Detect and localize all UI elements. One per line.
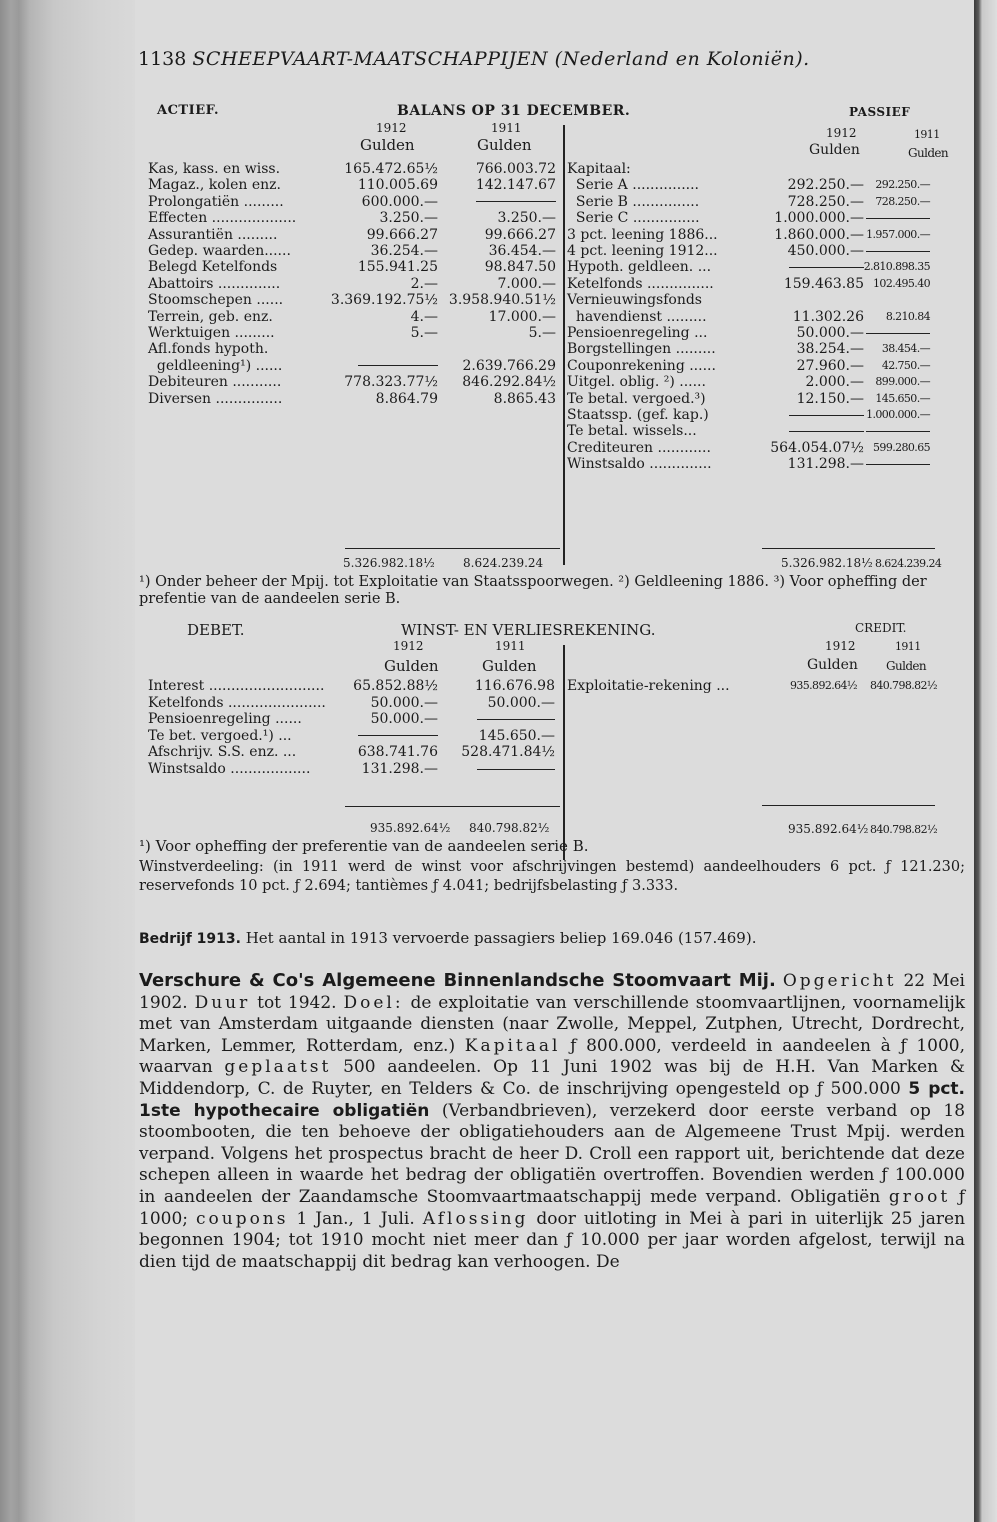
actief-total-1911: 8.624.239.24 [463,556,544,570]
row-label: Pensioenregeling ... [567,325,708,341]
aflossing-text: door uitloting in Mei à pari in uiterlijk 25 jaren begonnen 1904; tot 1910 mocht niet meer dan ƒ 10.000 per jaar worden afgelost, terwijl na dien tijd de maatschappij dit bedrag kan verhoogen. De [139,1208,966,1272]
value-1911: 42.750.— [881,358,930,372]
value-1912: 8.864.79 [375,390,438,407]
nil-dash [789,431,864,432]
nil-dash [358,735,438,736]
geplaatst-label: geplaatst [224,1057,332,1078]
kapitaal-label: Kapitaal [464,1035,561,1056]
value-1911: 98.847.50 [484,259,556,276]
table-row [567,341,932,357]
balance-divider [563,125,565,565]
value-1912: 12.150.— [796,390,864,407]
value-1912: 36.254.— [370,243,438,259]
page-number: 1138 [138,48,187,70]
table-row [567,440,932,456]
row-label: Serie C ............... [567,210,700,227]
table-row [148,761,558,777]
groot-label: groot [888,1186,951,1207]
value-1912: 728.250.— [787,193,864,210]
value-1911 [866,423,930,439]
passief-year-1912: 1912 [826,126,857,140]
passief-currency-1912: Gulden [809,142,860,158]
value-1911: 2.639.766.29 [462,357,556,374]
value-1911: 99.666.27 [484,226,556,243]
nil-dash [789,267,864,268]
debet-year-1912: 1912 [393,639,424,653]
debet-total-1911: 840.798.82½ [469,821,550,835]
opgericht-text: 22 Mei 1902. [139,971,965,1013]
row-label: Afl.fonds hypoth. [148,341,269,358]
passief-total-1912: 5.326.982.18½ [781,556,873,570]
value-1912: 11.302.26 [792,308,864,325]
row-label: 3 pct. leening 1886... [567,226,718,243]
winstverdeeling: Winstverdeeling: (in 1911 werd de winst voor afschrijvingen bestemd) aandeelhouders 6 pct. ƒ 121.230; reservefonds 10 pct. ƒ 2.694; tantièmes ƒ 4.041; bedrijfsbelasting ƒ 3.333. [139,859,965,894]
credit-year-1911: 1911 [895,640,921,653]
passief-total-1911: 8.624.239.24 [875,557,942,570]
row-label: Winstsaldo .............. [567,456,712,473]
table-row [148,391,558,407]
row-label: Te betal. wissels... [567,423,697,440]
pl-divider [563,645,565,860]
table-row [148,728,558,744]
table-row [148,161,558,177]
nil-dash [477,719,555,720]
table-row [148,341,558,357]
value-1912: 5.— [410,325,438,341]
row-label: Hypoth. geldleen. ... [567,259,712,276]
value-1911: 36.454.— [488,243,556,259]
value-1912: 292.250.— [787,177,864,194]
nil-dash [866,333,930,334]
value-1912: 50.000.— [370,694,438,711]
table-row [148,374,558,390]
company-name: Verschure & Co's Algemeene Binnenlandsche Stoomvaart Mij. [139,970,776,991]
table-row [148,358,558,374]
value-1912: 27.960.— [796,357,864,374]
row-label: Staatssp. (gef. kap.) [567,407,709,423]
table-row [567,309,932,325]
row-label: Te betal. vergoed.³) [567,390,706,407]
actief-currency-1911: Gulden [477,136,532,154]
value-1912: 564.054.07½ [770,439,864,456]
obligaties-label: 5 pct. 1ste hypothecaire obligatiën [139,1078,966,1121]
value-1912: 778.323.77½ [344,374,438,391]
table-row [148,678,558,694]
row-label: Diversen ............... [148,390,283,407]
row-label: Debiteuren ........... [148,374,282,391]
table-row [148,259,558,275]
value-1911: 2.810.898.35 [863,260,930,274]
row-label: Borgstellingen ......... [567,341,716,358]
pl-title: WINST- EN VERLIESREKENING. [401,621,656,639]
table-row [148,210,558,226]
value-1912: 38.254.— [796,341,864,358]
passief-header: PASSIEF [849,105,911,119]
value-1911: 728.250.— [875,194,930,208]
row-label: Exploitatie-rekening ... [567,678,730,694]
value-1912: 165.472.65½ [344,161,438,177]
value-1911: 766.003.72 [475,161,556,177]
value-1912: 1.000.000.— [774,210,864,227]
row-label: Serie B ............... [567,193,700,210]
balance-title: BALANS OP 31 DECEMBER. [397,103,631,119]
table-row [567,177,932,193]
value-1911: 528.471.84½ [461,744,555,761]
table-row [567,194,932,210]
table-row [567,456,932,472]
value-1911: 8.210.84 [885,309,930,323]
value-1912: 99.666.27 [366,226,438,243]
groot-text: ƒ 1000; [139,1186,965,1229]
table-row [567,407,932,423]
credit-currency-1911: Gulden [886,659,927,673]
aflossing-label: Aflossing [422,1208,529,1229]
opgericht-label: Opgericht [782,971,897,991]
bedrijf-line [139,929,756,947]
doel-text: de exploitatie van verschillende stoomvaartlijnen, voornamelijk met van Amsterdam uitgaande diensten (naar Zwolle, Meppel, Zutphen, Utrecht, Dordrecht, Marken, Lemmer, Rotterdam, enz.) [139,992,966,1056]
value-1912 [358,358,438,374]
value-1912 [789,259,864,275]
kapitaal-text: ƒ 800.000, verdeeld in aandeelen à ƒ 1000, waarvan [139,1035,966,1078]
value-1912: 1.860.000.— [774,226,864,243]
value-1912: 3.369.192.75½ [330,292,438,309]
running-head [138,48,810,70]
value-1911: 102.495.40 [873,276,930,290]
actief-total-rule [345,548,560,549]
value-1912: 2.— [410,275,438,292]
row-label: Crediteuren ............ [567,439,711,456]
row-label: Uitgel. oblig. ²) ...... [567,374,706,391]
row-label: 4 pct. leening 1912... [567,243,718,259]
duur-text: tot 1942. [257,992,337,1013]
value-1912 [789,407,864,423]
nil-dash [866,251,930,252]
value-1912: 4.— [410,308,438,325]
actief-header: ACTIEF. [157,103,220,118]
nil-dash [866,431,930,432]
credit-header: CREDIT. [855,621,907,635]
value-1912: 2.000.— [805,374,864,391]
value-1911: 3.250.— [497,210,556,227]
debet-table [148,678,558,798]
value-1912 [789,423,864,439]
value-1911 [866,456,930,472]
value-1912: 110.005.69 [357,177,438,194]
table-row [567,325,932,341]
actief-total-1912: 5.326.982.18½ [343,556,435,570]
row-label: geldleening¹) ...... [148,357,283,374]
value-1911: 17.000.— [488,308,556,325]
row-label: Abattoirs .............. [148,275,281,292]
nil-dash [358,365,438,366]
value-1912: 50.000.— [370,711,438,728]
value-1912: 159.463.85 [783,275,864,292]
nil-dash [866,464,930,465]
coupons-label: coupons [195,1208,289,1229]
table-row [567,678,937,694]
row-label: Belegd Ketelfonds [148,259,278,276]
passief-table [567,161,932,511]
value-1911 [476,194,556,210]
table-row [148,177,558,193]
value-1911: 7.000.— [497,275,556,292]
row-label: Afschrijv. S.S. enz. ... [148,744,297,761]
value-1911: 116.676.98 [474,678,555,694]
table-row [567,391,932,407]
nil-dash [866,218,930,219]
row-label: Kas, kass. en wiss. [148,161,281,177]
pl-footnote: ¹) Voor opheffing der preferentie van de aandeelen serie B. [139,837,589,855]
actief-year-1911: 1911 [491,121,522,135]
credit-total-rule [762,805,935,806]
value-1911: 840.798.82½ [869,679,937,692]
value-1911: 599.280.65 [873,440,930,454]
value-1912: 600.000.— [361,193,438,210]
value-1912: 450.000.— [787,243,864,259]
value-1912: 131.298.— [361,761,438,777]
doel-label: Doel: [343,992,404,1013]
nil-dash [477,769,555,770]
passief-year-1911: 1911 [914,128,940,141]
debet-currency-1911: Gulden [482,657,537,675]
value-1912: 638.741.76 [357,744,438,761]
table-row [567,374,932,390]
value-1911: 846.292.84½ [462,374,556,391]
value-1912 [358,728,438,744]
table-row [567,423,932,439]
row-label: Stoomschepen ...... [148,292,284,309]
credit-total-1912: 935.892.64½ [788,822,869,836]
obligaties-text: (Verbandbrieven), verzekerd door eerste verband op 18 stoombooten, die ten behoeve der obligatiehouders aan de Algemeene Trust Mpij. werden verpand. Volgens het prospectus bracht de heer D. Croll een rapport uit, berichtende dat deze schepen alleen in waarde het bedrag der obligatiën overtroffen. Bovendien werden ƒ 100.000 in aandeelen der Zaandamsche Stoomvaartmaatschappij mede verpand. Obligatiën [139,1100,966,1207]
table-row [148,309,558,325]
book-page [135,0,974,1522]
value-1911 [866,243,930,259]
coupons-text: 1 Jan., 1 Juli. [296,1208,415,1229]
debet-currency-1912: Gulden [384,657,439,675]
value-1911 [866,210,930,226]
value-1911: 145.650.— [478,727,555,744]
row-label: Magaz., kolen enz. [148,177,281,194]
credit-total-1911: 840.798.82½ [870,823,938,836]
duur-label: Duur [194,992,251,1013]
table-row [567,243,932,259]
balance-footnotes: ¹) Onder beheer der Mpij. tot Exploitatie van Staatsspoorwegen. ²) Geldleening 1886. ³) Voor opheffing der prefentie van de aandeelen serie B. [139,574,927,607]
row-label: Kapitaal: [567,161,631,177]
table-row [148,695,558,711]
row-label: Werktuigen ......... [148,325,275,341]
value-1911: 142.147.67 [475,177,556,194]
credit-year-1912: 1912 [825,639,856,653]
passief-currency-1911: Gulden [908,146,949,160]
table-row [567,161,932,177]
table-row [148,227,558,243]
row-label: Prolongatiën ......... [148,193,284,210]
table-row [148,292,558,308]
bedrijf-label: Bedrijf 1913. [139,931,241,947]
table-row [148,276,558,292]
debet-header: DEBET. [187,621,245,639]
debet-year-1911: 1911 [495,639,526,653]
credit-table [567,678,937,698]
value-1912: 131.298.— [787,456,864,473]
value-1911: 292.250.— [875,178,930,192]
actief-year-1912: 1912 [376,121,407,135]
bedrijf-text: Het aantal in 1913 vervoerde passagiers beliep 169.046 (157.469). [245,929,757,947]
value-1911 [477,711,555,727]
value-1912: 65.852.88½ [353,678,438,694]
row-label: Serie A ............... [567,177,699,194]
running-title: SCHEEPVAART-MAATSCHAPPIJEN (Nederland en Koloniën). [192,48,810,70]
table-row [148,711,558,727]
company-entry [139,970,965,1273]
row-label: Vernieuwingsfonds [567,292,702,309]
value-1911: 1.957.000.— [866,227,930,241]
table-row [567,259,932,275]
nil-dash [476,201,556,202]
row-label: Pensioenregeling ...... [148,711,302,728]
value-1911: 50.000.— [487,694,555,711]
table-row [148,243,558,259]
passief-total-rule [762,548,935,549]
row-label: Ketelfonds ............... [567,275,714,292]
row-label: Winstsaldo .................. [148,761,311,777]
row-label: havendienst ......... [567,308,707,325]
debet-total-rule [345,806,560,807]
debet-total-1912: 935.892.64½ [370,821,451,835]
table-row [567,276,932,292]
actief-currency-1912: Gulden [360,136,415,154]
table-row [567,210,932,226]
page-edge-shadow [974,0,997,1522]
value-1911: 5.— [528,325,556,341]
table-row [567,292,932,308]
table-row [148,744,558,760]
value-1911: 1.000.000.— [866,408,930,421]
credit-currency-1912: Gulden [807,657,858,673]
table-row [148,325,558,341]
value-1912: 50.000.— [796,325,864,341]
row-label: Te bet. vergoed.¹) ... [148,727,292,744]
actief-table [148,161,558,461]
value-1911 [477,761,555,777]
row-label: Effecten ................... [148,210,297,227]
value-1911: 3.958.940.51½ [448,292,556,309]
row-label: Ketelfonds ...................... [148,694,326,711]
row-label: Gedep. waarden...... [148,243,291,259]
row-label: Couponrekening ...... [567,357,716,374]
row-label: Terrein, geb. enz. [148,308,273,325]
value-1911: 145.650.— [875,391,930,405]
geplaatst-text: 500 aandeelen. Op 11 Juni 1902 was bij de H.H. Van Marken & Middendorp, C. de Ruyter, en Telders & Co. de inschrijving opengesteld op ƒ 500.000 [139,1057,966,1099]
table-row [567,227,932,243]
row-label: Interest .......................... [148,678,325,694]
value-1912: 155.941.25 [357,259,438,276]
table-row [567,358,932,374]
value-1912: 935.892.64½ [789,679,857,692]
value-1911: 899.000.— [875,375,930,389]
value-1912: 3.250.— [379,210,438,227]
value-1911: 38.454.— [881,342,930,356]
value-1911 [866,325,930,341]
table-row [148,194,558,210]
value-1911: 8.865.43 [493,390,556,407]
row-label: Assurantiën ......... [148,226,278,243]
book-binding-gutter [0,0,135,1522]
nil-dash [789,415,864,416]
